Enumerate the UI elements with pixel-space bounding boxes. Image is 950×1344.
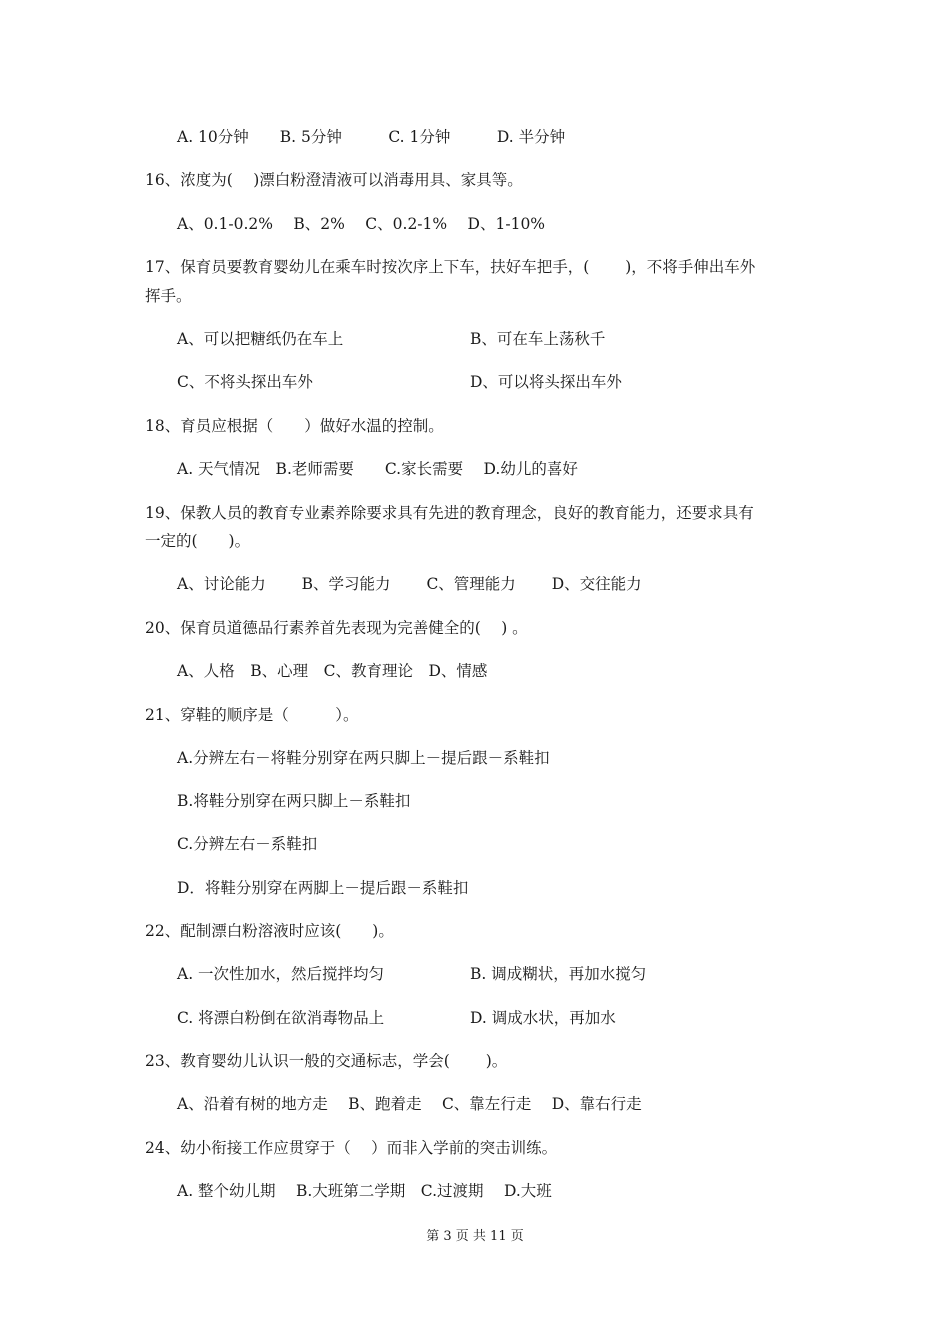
page-footer: 第 3 页 共 11 页 [426,1229,524,1244]
q24-question: 24、幼小衔接工作应贯穿于（ ）而非入学前的突击训练。 [145,1139,558,1157]
q22-question: 22、配制漂白粉溶液时应该( )。 [145,922,394,940]
q22-option-b: B. 调成糊状，再加水搅匀 [470,965,647,983]
q24-options: A. 整个幼儿期 B.大班第二学期 C.过渡期 D.大班 [177,1182,552,1200]
q15-options: A. 10分钟 B. 5分钟 C. 1分钟 D. 半分钟 [177,128,566,146]
q18-options: A. 天气情况 B.老师需要 C.家长需要 D.幼儿的喜好 [177,460,578,478]
q21-option-a: A.分辨左右－将鞋分别穿在两只脚上－提后跟－系鞋扣 [177,749,550,767]
q19-question-cont: 一定的( )。 [145,532,251,550]
q17-option-b: B、可在车上荡秋千 [470,330,606,348]
q17-question: 17、保育员要教育婴幼儿在乘车时按次序上下车，扶好车把手，( )，不将手伸出车外 [145,258,756,276]
q21-option-b: B.将鞋分别穿在两只脚上－系鞋扣 [177,792,411,810]
q20-options: A、人格 B、心理 C、教育理论 D、情感 [177,662,488,680]
q21-option-d: D．将鞋分别穿在两脚上－提后跟－系鞋扣 [177,879,469,897]
q17-option-a: A、可以把糖纸仍在车上 [177,330,344,348]
q17-question-cont: 挥手。 [145,287,192,305]
q17-option-c: C、不将头探出车外 [177,373,313,391]
q23-options: A、沿着有树的地方走 B、跑着走 C、靠左行走 D、靠右行走 [177,1095,642,1113]
q21-question: 21、穿鞋的顺序是（ ）。 [145,706,359,724]
q22-option-d: D. 调成水状，再加水 [470,1009,616,1027]
q21-option-c: C.分辨左右－系鞋扣 [177,835,318,853]
q16-question: 16、浓度为( )漂白粉澄清液可以消毒用具、家具等。 [145,171,523,189]
q19-question: 19、保教人员的教育专业素养除要求具有先进的教育理念，良好的教育能力，还要求具有 [145,504,754,522]
q18-question: 18、育员应根据（ ）做好水温的控制。 [145,417,444,435]
q20-question: 20、保育员道德品行素养首先表现为完善健全的( ) 。 [145,619,528,637]
q17-option-d: D、可以将头探出车外 [470,373,622,391]
q16-options: A、0.1-0.2% B、2% C、0.2-1% D、1-10% [177,215,546,233]
q22-option-c: C. 将漂白粉倒在欲消毒物品上 [177,1009,385,1027]
q23-question: 23、教育婴幼儿认识一般的交通标志，学会( )。 [145,1052,508,1070]
q19-options: A、讨论能力 B、学习能力 C、管理能力 D、交往能力 [177,575,642,593]
q22-option-a: A. 一次性加水，然后搅拌均匀 [177,965,385,983]
